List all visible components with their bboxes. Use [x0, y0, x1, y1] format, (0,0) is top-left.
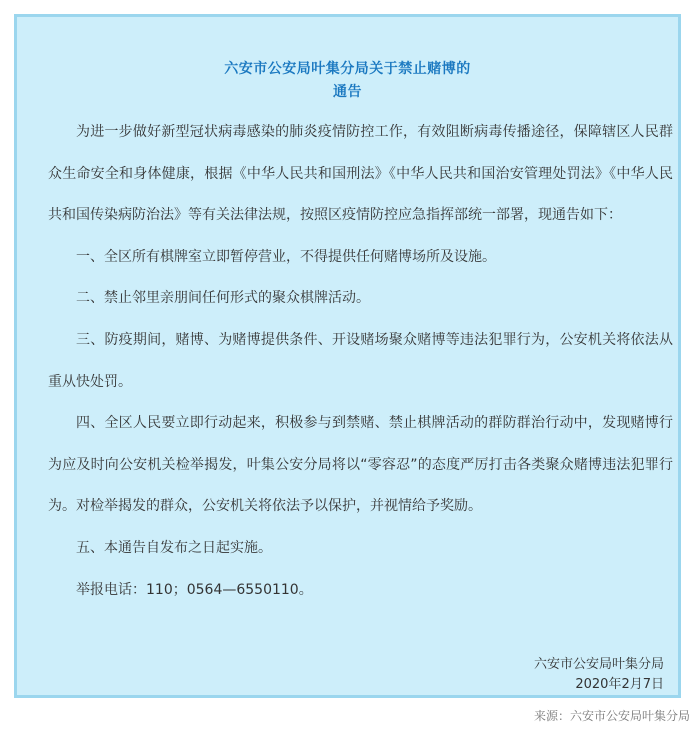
notice-date: 2020年2月7日	[575, 677, 664, 692]
notice-paragraph-intro: 为进一步做好新型冠状病毒感染的肺炎疫情防控工作，有效阻断病毒传播途径，保障辖区人民群众生命安全和身体健康，根据《中华人民共和国刑法》《中华人民共和国治安管理处罚法》《中华人民共和国传染病防治法》等有关法律法规，按照区疫情防控应急指挥部统一部署，现通告如下：	[48, 124, 673, 224]
source-caption: 来源：六安市公安局叶集分局	[533, 709, 690, 723]
notice-body	[48, 112, 673, 611]
notice-issuer: 六安市公安局叶集分局	[533, 657, 664, 672]
notice-paragraph-item-5: 五、本通告自发布之日起实施。	[76, 539, 272, 556]
notice-paragraph-item-3: 三、防疫期间，赌博、为赌博提供条件、开设赌场聚众赌博等违法犯罪行为，公安机关将依法从重从快处罚。	[48, 331, 673, 390]
notice-title-line-2: 通告	[333, 84, 362, 100]
notice-title-line-1: 六安市公安局叶集分局关于禁止赌博的	[224, 61, 471, 77]
notice-signature	[534, 655, 664, 695]
notice-paragraph-item-2: 二、禁止邻里亲朋间任何形式的聚众棋牌活动。	[76, 290, 370, 307]
notice-report-phone: 举报电话：110；0564—6550110。	[76, 581, 313, 598]
notice-box	[14, 14, 681, 698]
notice-paragraph-item-1: 一、全区所有棋牌室立即暂停营业，不得提供任何赌博场所及设施。	[76, 248, 496, 265]
notice-paragraph-item-4: 四、全区人民要立即行动起来，积极参与到禁赌、禁止棋牌活动的群防群治行动中，发现赌博行为应及时向公安机关检举揭发，叶集公安分局将以“零容忍”的态度严厉打击各类聚众赌博违法犯罪行为。对检举揭发的群众，公安机关将依法予以保护，并视情给予奖励。	[48, 415, 673, 515]
